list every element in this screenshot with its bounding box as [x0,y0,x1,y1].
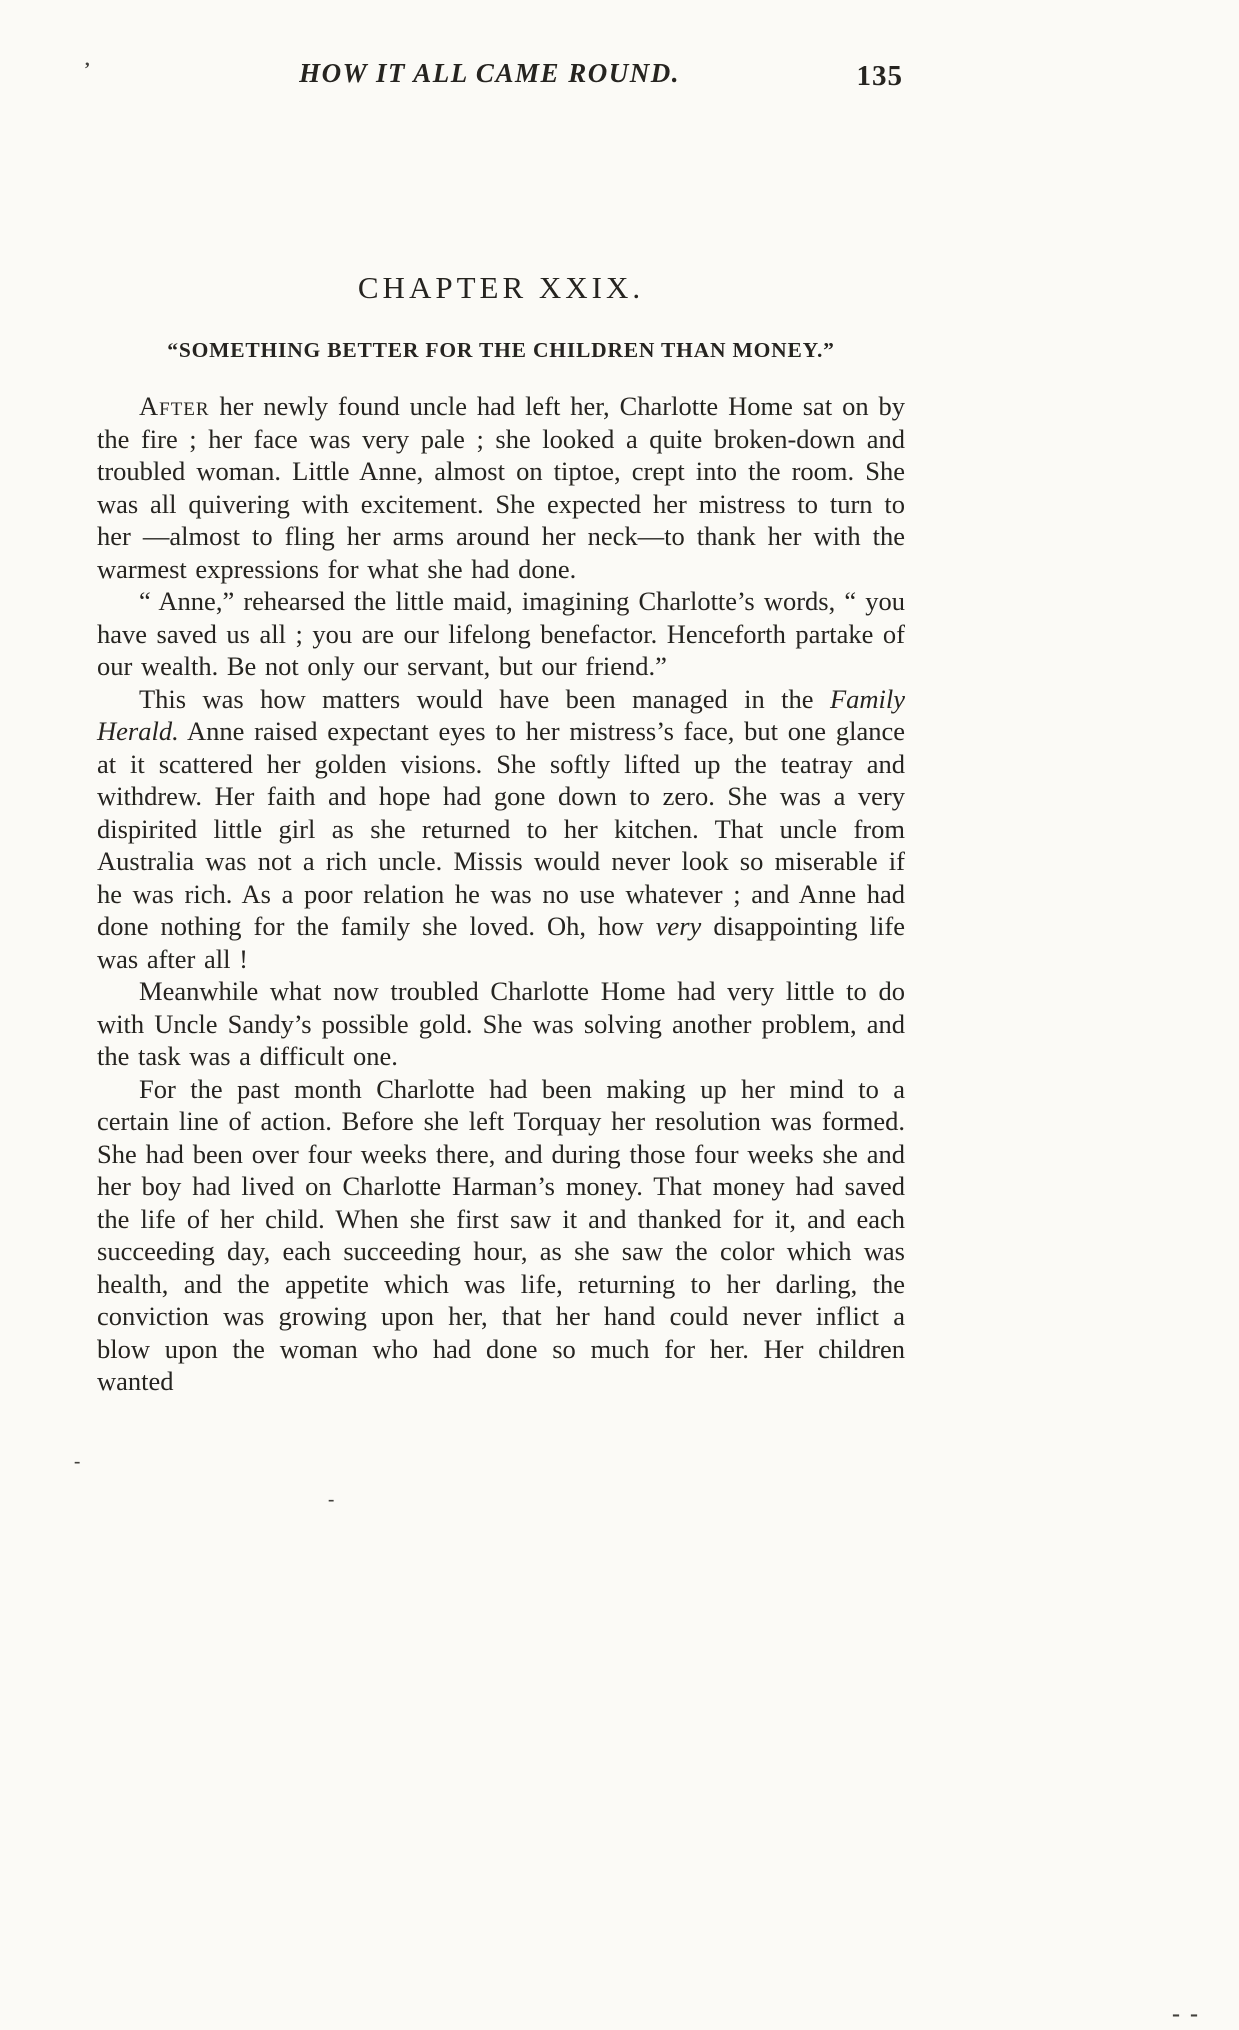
text-run: This was how matters would have been managed in the [139,683,830,714]
ink-mark: - - [1172,2001,1200,2027]
running-title: HOW IT ALL CAME ROUND. [299,58,680,88]
chapter-heading: CHAPTER XXIX. [357,270,645,305]
text-run: Meanwhile what now troubled Charlotte Home had very little to do with Uncle Sandy’s possible gold. She was solving another problem, and the task was a difficult one. [97,976,905,1071]
paragraph [97,1073,905,1398]
text-run: “ Anne,” rehearsed the little maid, imagining Charlotte’s words, “ you have saved us all ; you are our lifelong benefactor. Henceforth partake of our wealth. Be not only our servant, but our friend.” [97,586,905,681]
ink-mark: - [328,1489,335,1510]
paragraph [97,390,905,585]
text-column [97,58,905,1398]
ink-mark: ʼ [84,59,91,80]
paragraph [97,683,905,976]
running-header [97,58,905,98]
ink-mark: - [74,1451,81,1472]
text-run: her newly found uncle had left her, Charlotte Home sat on by the fire ; her face was very pale ; she looked a quite broken-down and troubled woman. Little Anne, almost on tiptoe, crept into the room. She was all quivering with excitement. She expected her mistress to turn to her —almost to fling her arms around her neck—to thank her with the warmest expressions for what she had done. [97,391,905,584]
text-run: For the past month Charlotte had been making up her mind to a certain line of action. Before she left Torquay her resolution was formed. She had been over four weeks there, and during those four weeks she and her boy had lived on Charlotte Harman’s money. That money had saved the life of her child. When she first saw it and thanked for it, and each succeeding day, each succeeding hour, as she saw the color which was health, and the appetite which was life, returning to her darling, the conviction was growing upon her, that her hand could never inflict a blow upon the woman who had done so much for her. Her children wanted [97,1073,905,1396]
paragraph [97,975,905,1073]
text-run: Anne raised expectant eyes to her mistress’s face, but one glance at it scattered her golden visions. She softly lifted up the teatray and withdrew. Her faith and hope had gone down to zero. She was a very dispirited little girl as she returned to her kitchen. That uncle from Australia was not a rich uncle. Missis would never look so miserable if he was rich. As a poor relation he was no use whatever ; and Anne had done nothing for the family she loved. Oh, how [97,716,905,941]
smallcaps-text: After [139,391,210,421]
italic-text: very [655,911,702,941]
body-text [97,390,905,1398]
chapter-subtitle: “SOMETHING BETTER FOR THE CHILDREN THAN MONEY.” [167,338,835,362]
italic-text: Family Herald. [97,683,905,746]
paragraph [97,585,905,683]
text-run: disappointing life was after all ! [97,911,905,974]
page-number: 135 [856,60,903,92]
